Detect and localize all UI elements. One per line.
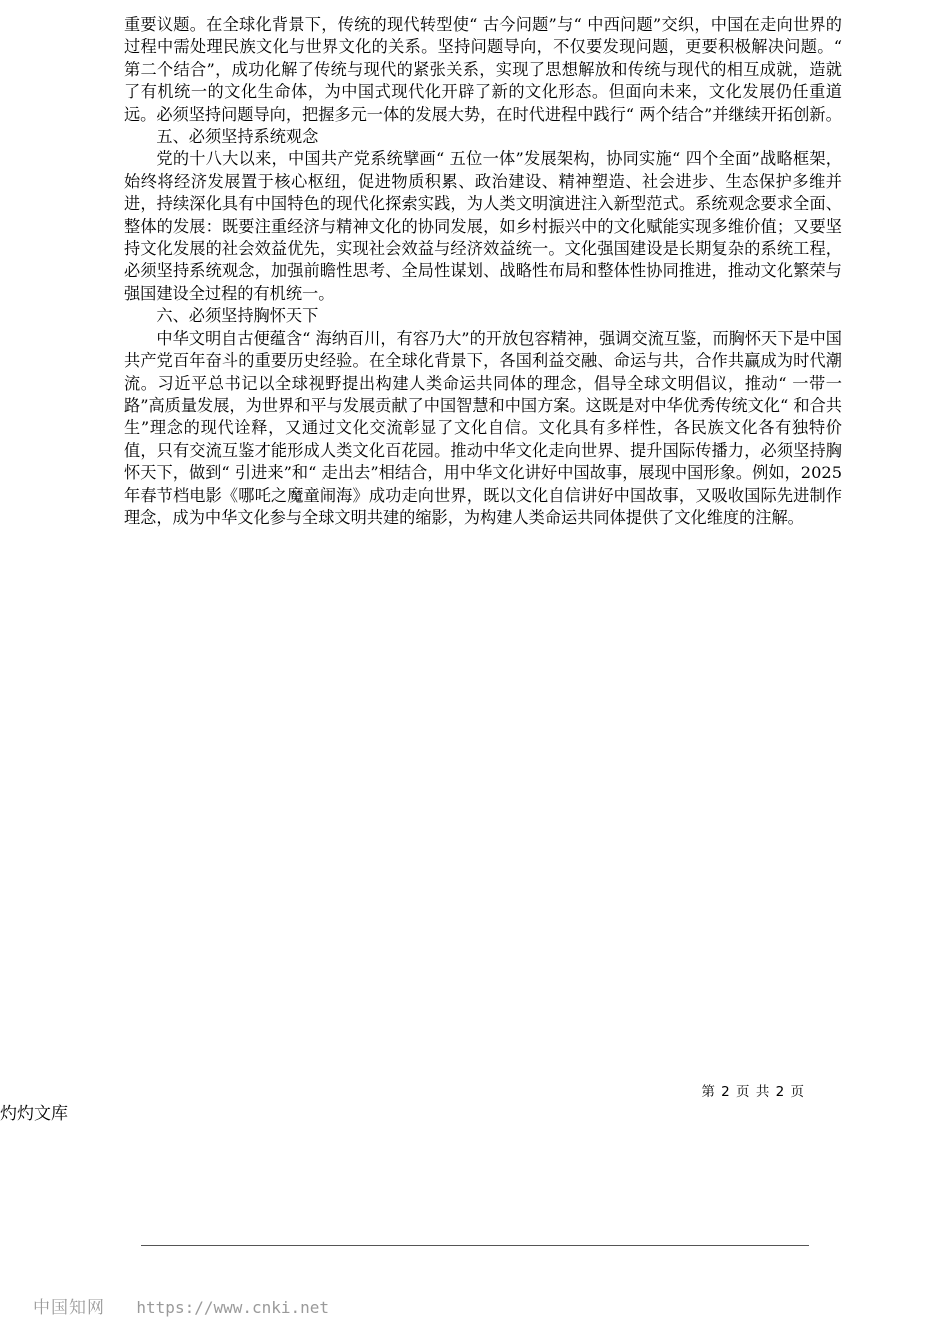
source-name: 中国知网 bbox=[33, 1298, 105, 1318]
footer-source bbox=[33, 1293, 329, 1318]
library-watermark: 灼灼文库 bbox=[0, 1104, 68, 1124]
source-url-link[interactable]: https://www.cnki.net bbox=[136, 1298, 330, 1317]
footer-divider bbox=[141, 1245, 809, 1246]
page-number: 第 2 页 共 2 页 bbox=[701, 1084, 805, 1100]
paragraph-world-view: 中华文明自古便蕴含“ 海纳百川，有容乃大”的开放包容精神，强调交流互鉴，而胸怀天下是中国共产党百年奋斗的重要历史经验。在全球化背景下，各国利益交融、命运与共，合作共赢成为时代潮流。习近平总书记以全球视野提出构建人类命运共同体的理念，倡导全球文明倡议，推动“ 一带一路”高质量发展，为世界和平与发展贡献了中国智慧和中国方案。这既是对中华优秀传统文化“ 和合共生”理念的现代诠释，又通过文化交流彰显了文化自信。文化具有多样性，各民族文化各有独特价值，只有交流互鉴才能形成人类文化百花园。推动中华文化走向世界、提升国际传播力，必须坚持胸怀天下，做到“ 引进来”和“ 走出去”相结合，用中华文化讲好中国故事，展现中国形象。例如，2025 年春节档电影《哪吒之魔童闹海》成功走向世界，既以文化自信讲好中国故事，又吸收国际先进制作理念，成为中华文化参与全球文明共建的缩影，为构建人类命运共同体提供了文化维度的注解。 bbox=[124, 328, 842, 527]
section-heading-5: 五、必须坚持系统观念 bbox=[156, 127, 319, 147]
paragraph-continuation: 重要议题。在全球化背景下，传统的现代转型使“ 古今问题”与“ 中西问题”交织，中国在走向世界的过程中需处理民族文化与世界文化的关系。坚持问题导向，不仅要发现问题，更要积极解决问题。“ 第二个结合”，成功化解了传统与现代的紧张关系，实现了思想解放和传统与现代的相互成就，造就了有机统一的文化生命体，为中国式现代化开辟了新的文化形态。但面向未来，文化发展仍任重道远。必须坚持问题导向，把握多元一体的发展大势，在时代进程中践行“ 两个结合”并继续开拓创新。 bbox=[124, 15, 842, 124]
section-heading-6: 六、必须坚持胸怀天下 bbox=[156, 306, 319, 326]
document-body bbox=[124, 14, 842, 529]
paragraph-system-view: 党的十八大以来，中国共产党系统擘画“ 五位一体”发展架构，协同实施“ 四个全面”战略框架，始终将经济发展置于核心枢纽，促进物质积累、政治建设、精神塑造、社会进步、生态保护多维并进，持续深化具有中国特色的现代化探索实践，为人类文明演进注入新型范式。系统观念要求全面、整体的发展：既要注重经济与精神文化的协同发展，如乡村振兴中的文化赋能实现多维价值；又要坚持文化发展的社会效益优先，实现社会效益与经济效益统一。文化强国建设是长期复杂的系统工程，必须坚持系统观念，加强前瞻性思考、全局性谋划、战略性布局和整体性协同推进，推动文化繁荣与强国建设全过程的有机统一。 bbox=[124, 149, 842, 303]
